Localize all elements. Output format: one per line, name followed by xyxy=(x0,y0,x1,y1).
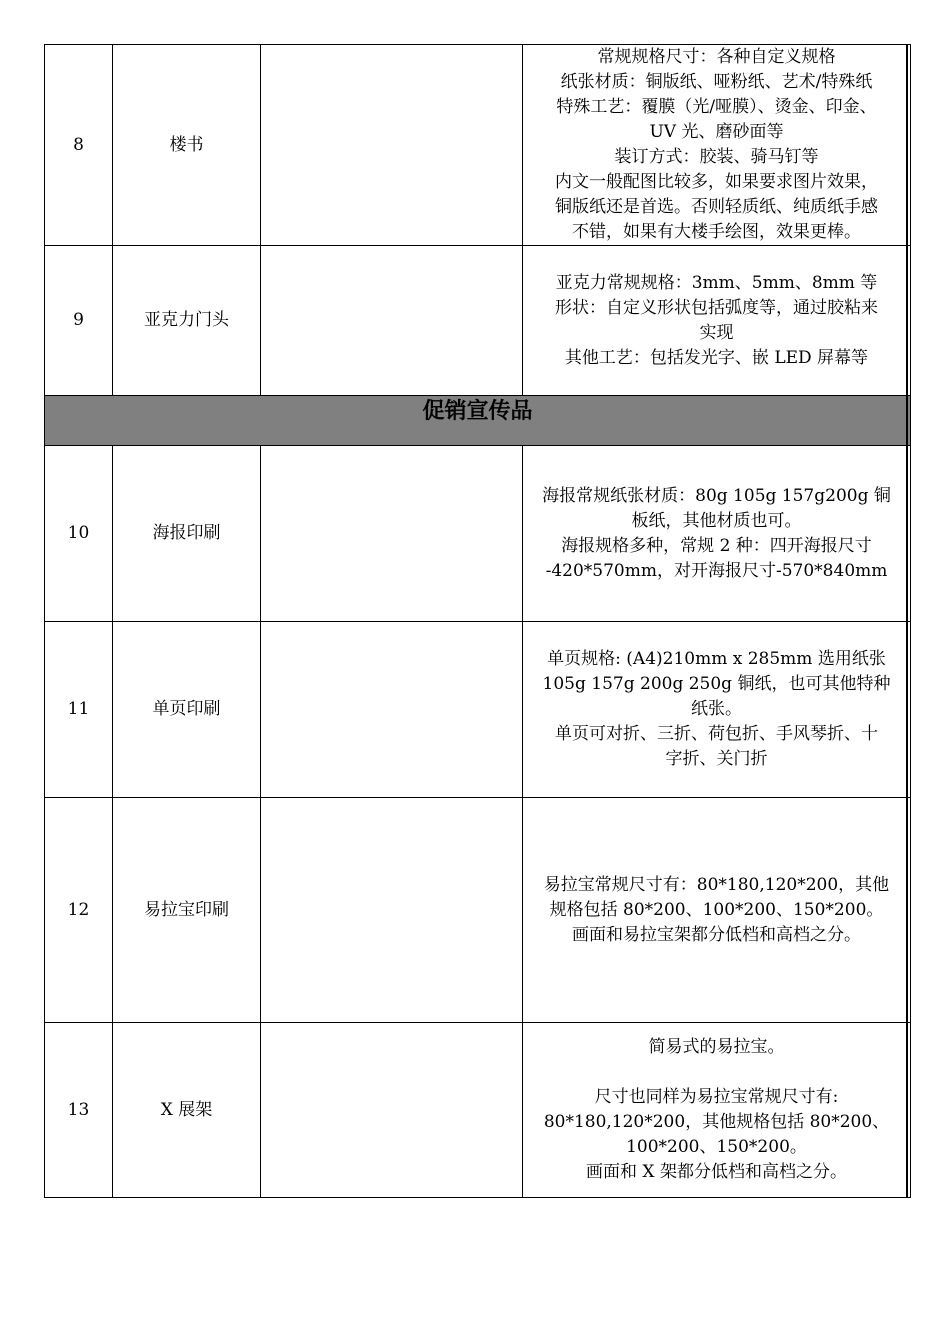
desc-line: 规格包括 80*200、100*200、150*200。 xyxy=(549,899,884,920)
image-cell xyxy=(261,798,523,1023)
item-name: 楼书 xyxy=(113,45,261,246)
row-number: 9 xyxy=(45,246,113,396)
desc-line: 亚克力常规规格：3mm、5mm、8mm 等 xyxy=(555,272,878,293)
desc-line: 不错，如果有大楼手绘图，效果更棒。 xyxy=(572,222,861,242)
desc-line: 特殊工艺：覆膜（光/哑膜）、烫金、印金、 xyxy=(556,97,877,117)
desc-line: UV 光、磨砂面等 xyxy=(649,122,784,142)
row-number: 13 xyxy=(45,1023,113,1198)
item-description xyxy=(523,446,911,622)
desc-line: 其他工艺：包括发光字、嵌 LED 屏幕等 xyxy=(564,347,869,368)
item-description xyxy=(523,798,911,1023)
desc-line: 形状：自定义形状包括弧度等，通过胶粘来 xyxy=(555,297,878,318)
desc-line: 画面和易拉宝架都分低档和高档之分。 xyxy=(572,924,861,945)
desc-line: 字折、关门折 xyxy=(665,749,768,769)
desc-line: 内文一般配图比较多，如果要求图片效果， xyxy=(555,172,878,192)
desc-line: 纸张。 xyxy=(691,699,742,719)
section-header-row xyxy=(45,396,911,446)
image-cell xyxy=(261,246,523,396)
desc-line: 板纸，其他材质也可。 xyxy=(631,510,802,531)
row-number: 12 xyxy=(45,798,113,1023)
desc-line: 铜版纸还是首选。否则轻质纸、纯质纸手感 xyxy=(555,197,878,217)
desc-line: 纸张材质：铜版纸、哑粉纸、艺术/特殊纸 xyxy=(560,72,873,92)
section-title: 促销宣传品 xyxy=(45,396,911,446)
row-number: 11 xyxy=(45,622,113,798)
item-name: 易拉宝印刷 xyxy=(113,798,261,1023)
desc-line: 海报常规纸张材质：80g 105g 157g200g 铜 xyxy=(542,485,891,506)
item-description xyxy=(523,622,911,798)
image-cell xyxy=(261,446,523,622)
item-name: 海报印刷 xyxy=(113,446,261,622)
desc-line: 80*180,120*200，其他规格包括 80*200、 xyxy=(543,1112,890,1132)
desc-line: -420*570mm，对开海报尺寸-570*840mm xyxy=(545,560,888,581)
row-number: 8 xyxy=(45,45,113,246)
desc-line: 实现 xyxy=(699,322,734,343)
image-cell xyxy=(261,45,523,246)
desc-line: 易拉宝常规尺寸有：80*180,120*200，其他 xyxy=(543,874,890,895)
desc-line: 画面和 X 架都分低档和高档之分。 xyxy=(586,1162,847,1182)
desc-line xyxy=(523,1060,910,1085)
table-row xyxy=(45,446,911,622)
image-cell xyxy=(261,1023,523,1198)
desc-line: 简易式的易拉宝。 xyxy=(648,1037,785,1057)
item-name: 单页印刷 xyxy=(113,622,261,798)
item-description xyxy=(523,1023,911,1198)
desc-line: 尺寸也同样为易拉宝常规尺寸有: xyxy=(594,1087,839,1107)
table-row xyxy=(45,622,911,798)
desc-line: 常规规格尺寸：各种自定义规格 xyxy=(597,47,836,67)
desc-line: 单页规格: (A4)210mm x 285mm 选用纸张 xyxy=(547,649,886,669)
table-row xyxy=(45,45,911,246)
spec-table xyxy=(44,44,911,1198)
desc-line: 100*200、150*200。 xyxy=(626,1137,807,1157)
item-description xyxy=(523,246,911,396)
item-description xyxy=(523,45,911,246)
table-row xyxy=(45,246,911,396)
item-name: X 展架 xyxy=(113,1023,261,1198)
image-cell xyxy=(261,622,523,798)
item-name: 亚克力门头 xyxy=(113,246,261,396)
table-row xyxy=(45,1023,911,1198)
desc-line: 海报规格多种，常规 2 种：四开海报尺寸 xyxy=(561,535,872,556)
desc-line: 装订方式：胶装、骑马钉等 xyxy=(614,147,819,167)
desc-line: 105g 157g 200g 250g 铜纸，也可其他特种 xyxy=(542,674,891,694)
row-number: 10 xyxy=(45,446,113,622)
table-right-border xyxy=(906,44,908,1197)
desc-line: 单页可对折、三折、荷包折、手风琴折、十 xyxy=(555,724,878,744)
table-row xyxy=(45,798,911,1023)
